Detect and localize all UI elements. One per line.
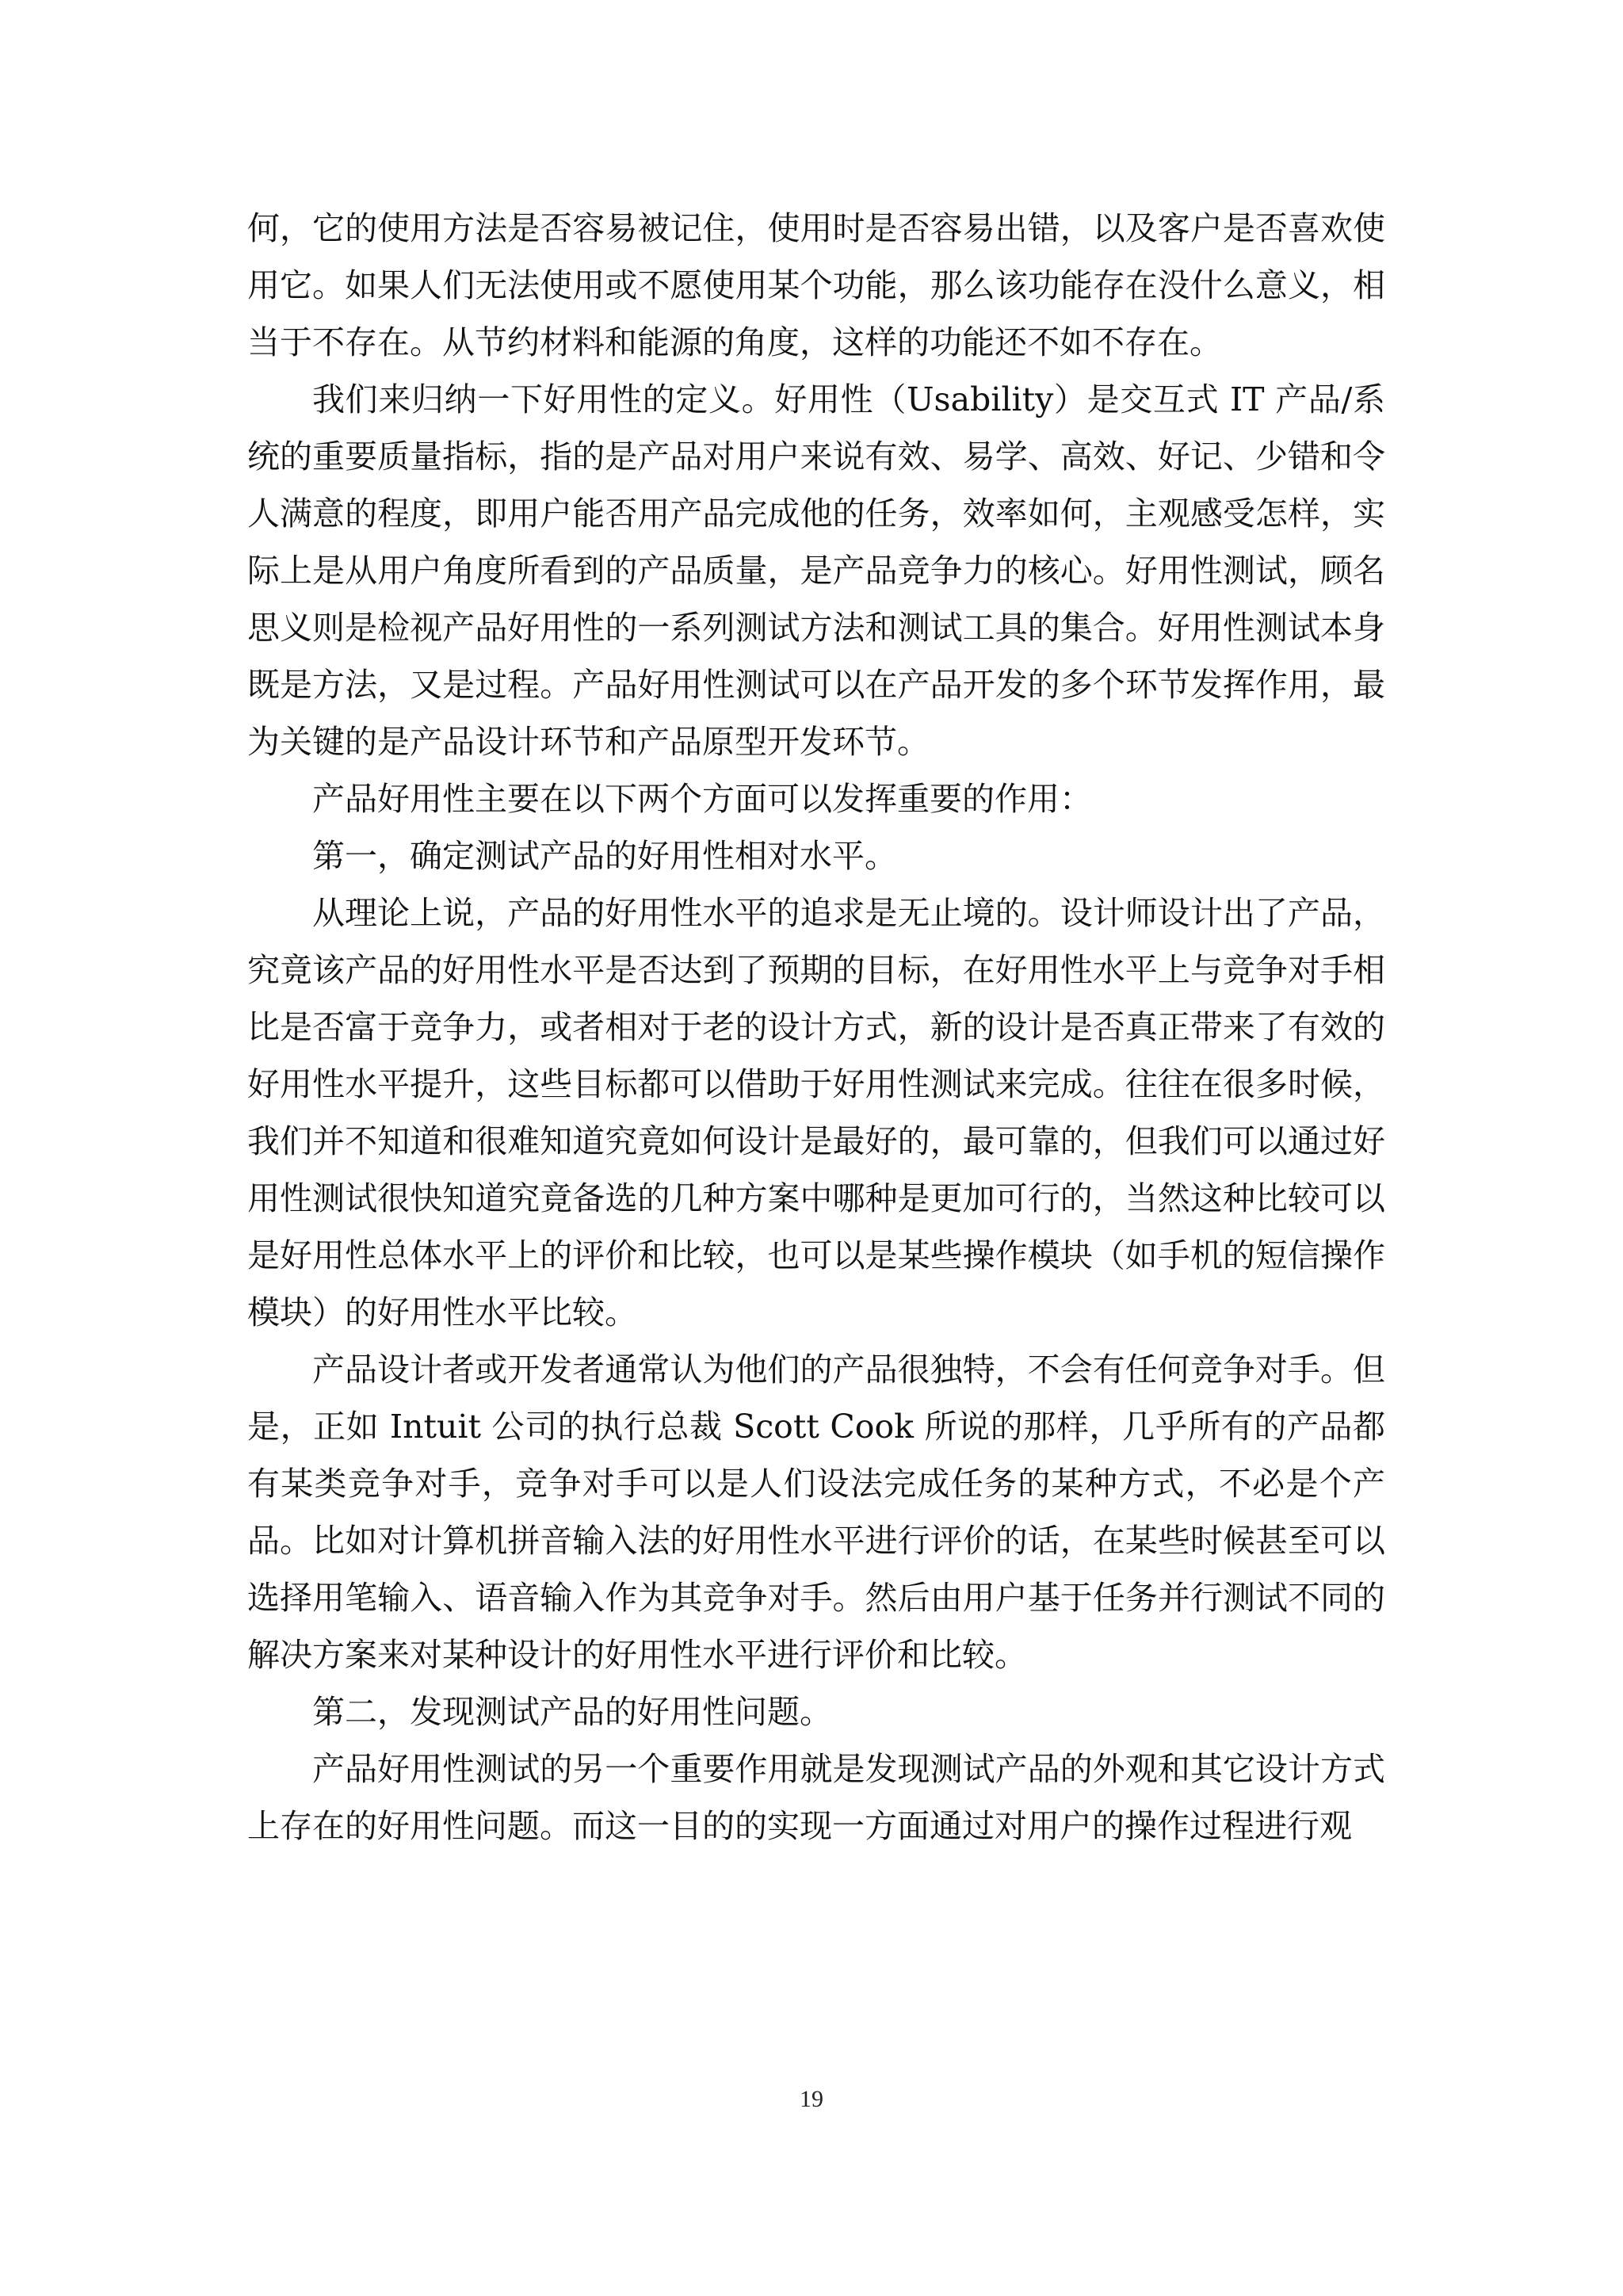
body-text bbox=[247, 200, 1385, 1855]
paragraph-usability-definition: 我们来归纳一下好用性的定义。好用性（Usability）是交互式 IT 产品/系统的重要质量指标，指的是产品对用户来说有效、易学、高效、好记、少错和令人满意的程度，即用户能否用产品完成他的任务，效率如何，主观感受怎样，实际上是从用户角度所看到的产品质量，是产品竞争力的核心。好用性测试，顾名思义则是检视产品好用性的一系列测试方法和测试工具的集合。好用性测试本身既是方法，又是过程。产品好用性测试可以在产品开发的多个环节发挥作用，最为关键的是产品设计环节和产品原型开发环节。 bbox=[247, 380, 1385, 761]
paragraph-two-roles-intro: 产品好用性主要在以下两个方面可以发挥重要的作用： bbox=[312, 780, 1092, 818]
paragraph-role-two-body: 产品好用性测试的另一个重要作用就是发现测试产品的外观和其它设计方式上存在的好用性问题。而这一目的的实现一方面通过对用户的操作过程进行观 bbox=[247, 1750, 1385, 1845]
paragraph-role-one-heading: 第一，确定测试产品的好用性相对水平。 bbox=[312, 837, 897, 875]
paragraph-competitors: 产品设计者或开发者通常认为他们的产品很独特，不会有任何竞争对手。但是，正如 Intuit 公司的执行总裁 Scott Cook 所说的那样，几乎所有的产品都有某类竞争对手，竞争对手可以是人们设法完成任务的某种方式，不必是个产品。比如对计算机拼音输入法的好用性水平进行评价的话，在某些时候甚至可以选择用笔输入、语音输入作为其竞争对手。然后由用户基于任务并行测试不同的解决方案来对某种设计的好用性水平进行评价和比较。 bbox=[247, 1350, 1385, 1674]
page-number: 19 bbox=[800, 2086, 823, 2112]
paragraph-continuation: 何，它的使用方法是否容易被记住，使用时是否容易出错，以及客户是否喜欢使用它。如果人们无法使用或不愿使用某个功能，那么该功能存在没什么意义，相当于不存在。从节约材料和能源的角度，这样的功能还不如不存在。 bbox=[247, 209, 1385, 361]
paragraph-role-one-body: 从理论上说，产品的好用性水平的追求是无止境的。设计师设计出了产品，究竟该产品的好用性水平是否达到了预期的目标，在好用性水平上与竞争对手相比是否富于竞争力，或者相对于老的设计方式，新的设计是否真正带来了有效的好用性水平提升，这些目标都可以借助于好用性测试来完成。往往在很多时候，我们并不知道和很难知道究竟如何设计是最好的，最可靠的，但我们可以通过好用性测试很快知道究竟备选的几种方案中哪种是更加可行的，当然这种比较可以是好用性总体水平上的评价和比较，也可以是某些操作模块（如手机的短信操作模块）的好用性水平比较。 bbox=[247, 894, 1385, 1331]
paragraph-role-two-heading: 第二，发现测试产品的好用性问题。 bbox=[312, 1693, 832, 1731]
